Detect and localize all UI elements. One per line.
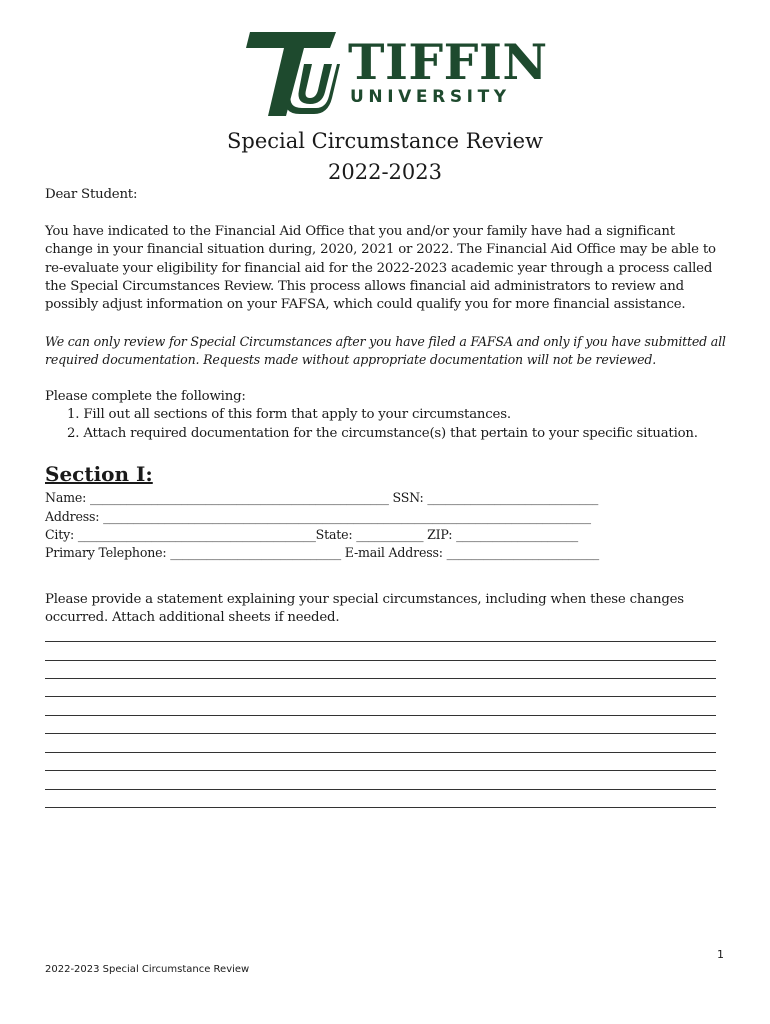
- statement-answer-line[interactable]: [45, 732, 716, 734]
- intro-line: re-evaluate your eligibility for financial aid for the 2022-2023 academic year through a process called: [45, 261, 713, 276]
- phone-email-field-line[interactable]: Primary Telephone: ____________________________ E-mail Address: _________________________: [45, 545, 600, 560]
- statement-answer-line[interactable]: [45, 677, 716, 679]
- logo-wordmark: TIFFIN: [348, 33, 548, 91]
- statement-answer-line[interactable]: [45, 788, 716, 790]
- notice-line: required documentation. Requests made without appropriate documentation will not be reviewed.: [45, 352, 657, 367]
- address-field-line[interactable]: Address: ________________________________________________________________________________: [45, 509, 591, 524]
- footer-text: 2022-2023 Special Circumstance Review: [45, 964, 250, 975]
- greeting: Dear Student:: [45, 187, 138, 202]
- tiffin-university-logo: [246, 30, 546, 118]
- intro-line: change in your financial situation during, 2020, 2021 or 2022. The Financial Aid Office may be able to: [45, 242, 716, 257]
- statement-prompt-line: occurred. Attach additional sheets if needed.: [45, 610, 340, 625]
- document-title: Special Circumstance Review: [226, 129, 543, 153]
- statement-answer-line[interactable]: [45, 751, 716, 753]
- instructions-lead: Please complete the following:: [45, 389, 246, 404]
- instruction-item: 1. Fill out all sections of this form that apply to your circumstances.: [67, 407, 511, 422]
- statement-answer-line[interactable]: [45, 640, 716, 642]
- statement-prompt-line: Please provide a statement explaining your special circumstances, including when these changes: [45, 592, 684, 607]
- statement-answer-line[interactable]: [45, 714, 716, 716]
- tu-monogram-icon: [246, 30, 340, 118]
- name-ssn-field-line[interactable]: Name: _________________________________________________ SSN: ____________________________: [45, 490, 599, 505]
- intro-line: the Special Circumstances Review. This process allows financial aid administrators to review and: [45, 279, 684, 294]
- notice-line: We can only review for Special Circumstances after you have filed a FAFSA and only if you have submitted all: [45, 334, 726, 349]
- section-heading: Section I:: [45, 462, 153, 486]
- city-state-zip-field-line[interactable]: City: _______________________________________State: ___________ ZIP: ____________________: [45, 527, 579, 542]
- statement-answer-line[interactable]: [45, 806, 716, 808]
- document-year: 2022-2023: [328, 160, 442, 184]
- statement-answer-line[interactable]: [45, 695, 716, 697]
- logo-subtitle: UNIVERSITY: [350, 87, 511, 107]
- instruction-item: 2. Attach required documentation for the circumstance(s) that pertain to your specific situation.: [67, 426, 698, 441]
- intro-line: You have indicated to the Financial Aid Office that you and/or your family have had a significant: [45, 224, 675, 239]
- statement-answer-line[interactable]: [45, 769, 716, 771]
- intro-line: possibly adjust information on your FAFSA, which could qualify you for more financial assistance.: [45, 297, 686, 312]
- statement-answer-line[interactable]: [45, 659, 716, 661]
- page-number: 1: [717, 948, 724, 961]
